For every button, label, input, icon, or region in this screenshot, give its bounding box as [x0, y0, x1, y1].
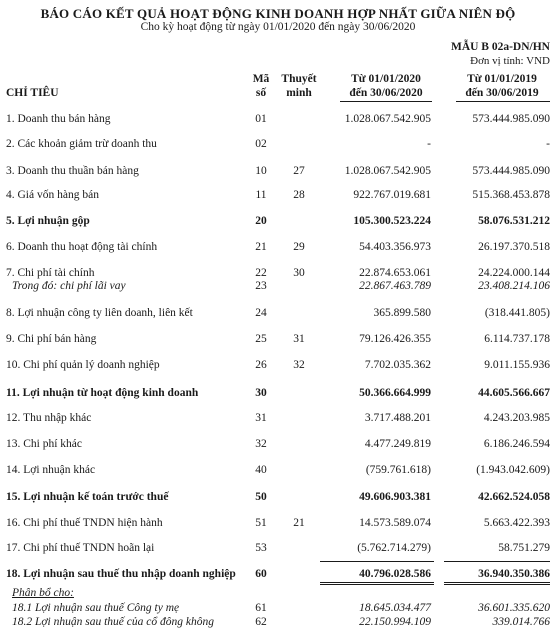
row-label: 8. Lợi nhuận công ty liên doanh, liên kết: [6, 307, 193, 319]
row-label: 9. Chi phí bán hàng: [6, 333, 97, 345]
row-label: 18.2 Lợi nhuận sau thuế của cổ đông không: [12, 616, 214, 628]
column-header-code-line2: số: [255, 87, 267, 99]
row-label: 16. Chi phí thuế TNDN hiện hành: [6, 517, 163, 529]
row-code: 26: [255, 359, 267, 371]
row-label: 4. Giá vốn hàng bán: [6, 189, 99, 201]
row-value-2020: 22.150.994.109: [359, 616, 431, 628]
row-value-2020: 105.300.523.224: [353, 215, 431, 227]
row-value-2020: 79.126.426.355: [359, 333, 431, 345]
row-code: 02: [255, 138, 267, 150]
column-header-period-2020-line2: đến 30/06/2020: [349, 87, 423, 99]
row-code: 62: [255, 616, 267, 628]
row-code: 51: [255, 517, 267, 529]
row-code: 22: [255, 267, 267, 279]
row-label: 14. Lợi nhuận khác: [6, 464, 96, 476]
row-value-2020: 7.702.035.362: [364, 359, 431, 371]
row-value-2019: 58.076.531.212: [478, 215, 550, 227]
row-code: 31: [255, 412, 267, 424]
row-code: 10: [255, 165, 267, 177]
row-note: 32: [293, 359, 305, 371]
row-label: 2. Các khoản giảm trừ doanh thu: [6, 138, 157, 150]
row-value-2020: 18.645.034.477: [359, 602, 431, 614]
row-label: 1. Doanh thu bán hàng: [6, 113, 111, 125]
row-value-2019: -: [546, 138, 550, 150]
row-code: 01: [255, 113, 267, 125]
row-label: Phân bổ cho:: [12, 587, 74, 599]
row-value-2019: 573.444.985.090: [472, 113, 550, 125]
column-header-period-2019-line2: đến 30/06/2019: [465, 87, 539, 99]
row-code: 11: [255, 189, 267, 201]
row-label: 17. Chi phí thuế TNDN hoãn lại: [6, 542, 155, 554]
row-value-2020: (5.762.714.279): [357, 542, 431, 554]
row-code: 23: [255, 280, 267, 292]
column-header-period-2019: [452, 72, 552, 100]
row-value-2019: (1.943.042.609): [476, 464, 550, 476]
row-value-2019: 26.197.370.518: [478, 241, 550, 253]
row-note: 28: [293, 189, 305, 201]
column-header-period-2020: [336, 72, 436, 100]
row-label: 3. Doanh thu thuần bán hàng: [6, 165, 139, 177]
row-label: 7. Chi phí tài chính: [6, 267, 95, 279]
column-header-period-2019-line1: Từ 01/01/2019: [467, 73, 537, 85]
column-header-period-2020-line1: Từ 01/01/2020: [351, 73, 421, 85]
row-value-2020: 49.606.903.381: [359, 491, 431, 503]
column-header-item: CHỈ TIÊU: [6, 87, 59, 99]
row-note: 30: [293, 267, 305, 279]
column-header-note-line2: minh: [286, 87, 312, 99]
row-note: 27: [293, 165, 305, 177]
report-period: Cho kỳ hoạt động từ ngày 01/01/2020 đến ngày 30/06/2020: [140, 21, 416, 33]
row-value-2019: 36.940.350.386: [478, 568, 550, 580]
column-header-note-line1: Thuyết: [281, 73, 317, 85]
row-label: 13. Chi phí khác: [6, 438, 83, 450]
row-label: 10. Chi phí quản lý doanh nghiệp: [6, 359, 160, 371]
column-header-note: [276, 72, 322, 100]
row-label: 5. Lợi nhuận gộp: [6, 215, 90, 227]
row-value-2020: 54.403.356.973: [359, 241, 431, 253]
row-label: 6. Doanh thu hoạt động tài chính: [6, 241, 158, 253]
row-value-2019: (318.441.805): [484, 307, 550, 319]
row-value-2019: 6.186.246.594: [483, 438, 550, 450]
total-underline-2019-b: [444, 584, 550, 585]
row-value-2020: 50.366.664.999: [359, 387, 431, 399]
row-code: 50: [255, 491, 267, 503]
row-value-2020: 3.717.488.201: [364, 412, 431, 424]
row-code: 40: [255, 464, 267, 476]
header-underline-2019: [456, 101, 550, 102]
row-note: 31: [293, 333, 305, 345]
row-value-2019: 58.751.279: [498, 542, 550, 554]
row-value-2019: 44.605.566.667: [478, 387, 550, 399]
row-code: 20: [255, 215, 267, 227]
row-code: 30: [255, 387, 267, 399]
row-value-2020: 922.767.019.681: [353, 189, 431, 201]
row-label: 18.1 Lợi nhuận sau thuế Công ty mẹ: [12, 602, 180, 614]
column-header-code-line1: Mã: [252, 73, 270, 85]
row-value-2020: (759.761.618): [365, 464, 431, 476]
row-value-2019: 5.663.422.393: [483, 517, 550, 529]
row-code: 21: [255, 241, 267, 253]
row-label: 11. Lợi nhuận từ hoạt động kinh doanh: [6, 387, 199, 399]
row-label: Trong đó: chi phí lãi vay: [12, 280, 126, 292]
row-value-2019: 36.601.335.620: [478, 602, 550, 614]
row-value-2020: 22.867.463.789: [359, 280, 431, 292]
row-value-2019: 4.243.203.985: [483, 412, 550, 424]
row-code: 53: [255, 542, 267, 554]
row-value-2020: 365.899.580: [373, 307, 431, 319]
row-value-2020: -: [427, 138, 431, 150]
row-value-2020: 4.477.249.819: [364, 438, 431, 450]
row-label: 12. Thu nhập khác: [6, 412, 92, 424]
column-header-code: [246, 72, 276, 100]
total-underline-2020-b: [320, 584, 434, 585]
row-value-2020: 40.796.028.586: [359, 568, 431, 580]
report-title: BÁO CÁO KẾT QUẢ HOẠT ĐỘNG KINH DOANH HỢP NHẤT GIỮA NIÊN ĐỘ: [40, 6, 516, 21]
row-code: 60: [255, 568, 267, 580]
row-value-2019: 339.014.766: [492, 616, 550, 628]
row-value-2020: 1.028.067.542.905: [344, 113, 431, 125]
currency-unit: Đơn vị tính: VND: [470, 55, 550, 67]
total-underline-2019-a: [444, 582, 550, 583]
row-note: 21: [293, 517, 305, 529]
row-value-2019: 24.224.000.144: [478, 267, 550, 279]
row-note: 29: [293, 241, 305, 253]
row-label: 18. Lợi nhuận sau thuế thu nhập doanh nghiệp: [6, 568, 236, 580]
total-underline-2020-a: [320, 582, 434, 583]
row-code: 32: [255, 438, 267, 450]
row-value-2019: 6.114.737.178: [484, 333, 550, 345]
row-value-2020: 1.028.067.542.905: [344, 165, 431, 177]
total-overline-2019: [444, 561, 550, 562]
row-code: 24: [255, 307, 267, 319]
row-value-2019: 573.444.985.090: [472, 165, 550, 177]
total-overline-2020: [320, 561, 434, 562]
row-value-2019: 9.011.155.936: [484, 359, 550, 371]
row-value-2019: 515.368.453.878: [472, 189, 550, 201]
row-value-2020: 14.573.589.074: [359, 517, 431, 529]
row-value-2020: 22.874.653.061: [359, 267, 431, 279]
row-value-2019: 23.408.214.106: [478, 280, 550, 292]
row-value-2019: 42.662.524.058: [478, 491, 550, 503]
header-underline-2020: [340, 101, 432, 102]
row-code: 61: [255, 602, 267, 614]
form-code: MẪU B 02a-DN/HN: [450, 41, 550, 53]
row-code: 25: [255, 333, 267, 345]
row-label: 15. Lợi nhuận kế toán trước thuế: [6, 491, 169, 503]
